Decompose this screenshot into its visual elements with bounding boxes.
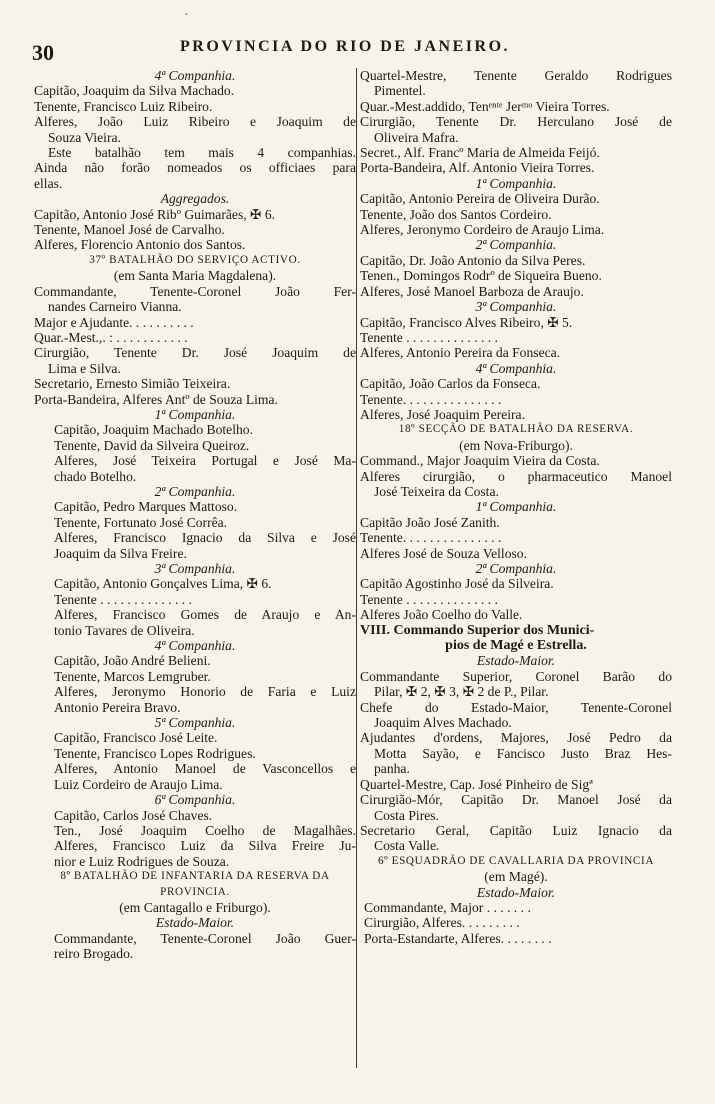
text-line: Tenente, João dos Santos Cordeiro. — [360, 206, 552, 222]
page-number: 30 — [32, 40, 54, 65]
text-line: Capitão, Francisco José Leite. — [54, 730, 218, 746]
text-line: Cirurgião, Alferes. . . . . . . . . — [364, 915, 520, 931]
text-line: Tenente . . . . . . . . . . . . . . — [360, 591, 498, 607]
text-line: Capitão, Antonio José Ribº Guimarães, ✠ 6. — [34, 206, 276, 222]
text-line: Tenente . . . . . . . . . . . . . . — [360, 329, 498, 345]
text-line: reiro Brogado. — [54, 946, 134, 962]
text-line: Capitão, Joaquim Machado Botelho. — [54, 422, 253, 438]
text-line: Luiz Cordeiro de Araujo Lima. — [54, 776, 223, 792]
text-line: 3ª Companhia. — [154, 561, 236, 576]
text-line: Alferes, Francisco Ignacio da Silva e José — [54, 530, 356, 546]
text-line: Secretario Geral, Capitão Luiz Ignacio da — [360, 822, 672, 838]
text-line: Capitão, João André Belieni. — [54, 653, 211, 669]
text-line: (em Cantagallo e Friburgo). — [119, 899, 271, 915]
text-line: Secret., Alf. Francº Maria de Almeida Feijó. — [360, 145, 600, 161]
text-line: Alferes, José Manoel Barboza de Araujo. — [360, 283, 584, 299]
text-line: Joaquim da Silva Freire. — [54, 545, 187, 561]
text-line: tonio Tavares de Oliveira. — [54, 622, 195, 638]
text-line: 4ª Companhia. — [154, 638, 236, 654]
text-line: 6º ESQUADRÃO DE CAVALLARIA DA PROVINCIA — [377, 854, 654, 867]
text-line: Estado-Maior. — [476, 653, 556, 669]
text-line: (em Santa Maria Magdalena). — [113, 268, 277, 284]
text-line: Secretario, Ernesto Simião Teixeira. — [34, 376, 231, 392]
text-line: Cirurgião-Mór, Capitão Dr. Manoel José da — [360, 792, 672, 808]
text-line: Quar.-Mest.addido, Tenᵉⁿᵗᵉ Jerᵐᵒ Vieira Torres. — [360, 98, 610, 114]
text-line: Tenente. . . . . . . . . . . . . . . — [360, 391, 502, 407]
text-line: Tenente, David da Silveira Queiroz. — [54, 437, 250, 453]
text-line: Tenente, Fortunato José Corrêa. — [54, 514, 228, 530]
text-line: Alferes, Jeronymo Honorio de Faria e Luiz — [54, 684, 356, 700]
text-line: 37º BATALHÃO DO SERVIÇO ACTIVO. — [89, 253, 301, 266]
text-line: Estado-Maior. — [155, 915, 235, 931]
right-column — [360, 68, 672, 946]
column-divider — [356, 68, 357, 1068]
text-line: Alferes, João Luiz Ribeiro e Joaquim de — [34, 114, 356, 130]
text-line: (em Nova-Friburgo). — [459, 437, 573, 453]
text-line: Capitão, Dr. João Antonio da Silva Peres. — [360, 252, 586, 268]
text-line: Tenente. . . . . . . . . . . . . . . — [360, 530, 502, 546]
text-line: 3ª Companhia. — [475, 299, 557, 315]
text-line: Quartel-Mestre, Cap. José Pinheiro de Sigª — [360, 776, 593, 792]
text-line: Capitão, Pedro Marques Mattoso. — [54, 499, 238, 515]
text-line: Cirurgião, Tenente Dr. José Joaquim de — [34, 345, 356, 361]
text-line: pios de Magé e Estrella. — [445, 638, 587, 654]
text-line: Tenente, Francisco Luiz Ribeiro. — [34, 98, 213, 114]
text-line: Alferes, Francisco Luiz da Silva Freire Ju- — [54, 838, 356, 854]
text-line: Tenen., Domingos Rodrº de Siqueira Bueno. — [360, 268, 602, 284]
text-line: Major e Ajudante. . . . . . . . . . — [34, 314, 194, 330]
text-line: Pimentel. — [374, 83, 426, 99]
text-line: 2ª Companhia. — [475, 237, 557, 253]
text-line: Porta-Bandeira, Alf. Antonio Vieira Torres. — [360, 160, 595, 176]
text-line: 8º BATALHÃO DE INFANTARIA DA RESERVA DA — [60, 870, 330, 883]
text-line: Pilar, ✠ 2, ✠ 3, ✠ 2 de P., Pilar. — [374, 684, 549, 700]
text-line: Alferes José de Souza Velloso. — [360, 545, 527, 561]
text-line: Alferes, Florencio Antonio dos Santos. — [34, 237, 246, 253]
text-line: Porta-Bandeira, Alferes Antº de Souza Lima. — [34, 391, 278, 407]
text-line: Motta Sayão, e Fancisco Justo Braz Hes- — [374, 745, 672, 761]
text-line: Alferes, Jeronymo Cordeiro de Araujo Lima. — [360, 222, 605, 238]
text-line: Chefe do Estado-Maior, Tenente-Coronel — [360, 699, 672, 715]
text-line: (em Magé). — [484, 869, 548, 885]
margin-mark: · — [184, 8, 189, 23]
text-line: Alferes cirurgião, o pharmaceutico Manoel — [360, 468, 672, 484]
text-line: Tenente . . . . . . . . . . . . . . — [54, 591, 192, 607]
text-line: PROVINCIA. — [160, 885, 230, 898]
text-line: Capitão, Antonio Pereira de Oliveira Durão. — [360, 191, 600, 207]
text-line: Porta-Estandarte, Alferes. . . . . . . . — [364, 930, 552, 946]
left-column — [34, 68, 356, 962]
text-line: Alferes, José Teixeira Portugal e José Ma- — [54, 453, 356, 469]
text-line: VIII. Commando Superior dos Munici- — [360, 622, 595, 638]
text-line: Capitão, Carlos José Chaves. — [54, 807, 213, 823]
text-line: Ten., José Joaquim Coelho de Magalhães. — [54, 822, 356, 838]
text-line: Commandante, Major . . . . . . . — [364, 899, 531, 915]
text-line: Antonio Pereira Bravo. — [54, 699, 181, 715]
text-line: Estado-Maior. — [476, 884, 556, 900]
text-line: Capitão, João Carlos da Fonseca. — [360, 376, 541, 392]
text-line: Costa Valle. — [374, 838, 440, 854]
text-line: Cirurgião, Tenente Dr. Herculano José de — [360, 114, 672, 130]
text-line: Capitão, Antonio Gonçalves Lima, ✠ 6. — [54, 576, 272, 592]
text-line: Aggregados. — [160, 191, 230, 207]
text-line: Lima e Silva. — [48, 360, 121, 376]
text-line: Capitão João José Zanith. — [360, 514, 500, 530]
text-line: Tenente, Francisco Lopes Rodrigues. — [54, 745, 256, 761]
text-line: 1ª Companhia. — [475, 175, 557, 191]
text-line: Costa Pires. — [374, 807, 439, 823]
text-line: Alferes, José Joaquim Pereira. — [360, 406, 525, 422]
text-line: nandes Carneiro Vianna. — [48, 299, 182, 315]
text-line: Commandante, Tenente-Coronel João Guer- — [54, 930, 356, 946]
text-line: Joaquim Alves Machado. — [374, 715, 512, 731]
text-line: Alferes, Francisco Gomes de Araujo e An- — [54, 607, 356, 623]
text-line: Ajudantes d'ordens, Majores, José Pedro da — [360, 730, 672, 746]
text-line: José Teixeira da Costa. — [374, 483, 499, 499]
text-line: 1ª Companhia. — [475, 499, 557, 515]
text-line: Quar.-Mest.,. : . . . . . . . . . . . — [34, 329, 188, 345]
text-line: 2ª Companhia. — [154, 483, 236, 499]
text-line: Tenente, Marcos Lemgruber. — [54, 668, 211, 684]
text-line: Ainda não forão nomeados os officiaes para — [34, 160, 356, 176]
text-line: Commandante Superior, Coronel Barão do — [360, 668, 672, 684]
text-line: panha. — [374, 761, 410, 777]
text-line: Capitão Agostinho José da Silveira. — [360, 576, 554, 592]
text-line: 18º SECÇÃO DE BATALHÃO DA RESERVA. — [398, 423, 634, 436]
text-line: Oliveira Mafra. — [374, 129, 459, 145]
text-line: Alferes, Antonio Manoel de Vasconcellos e — [54, 761, 356, 777]
text-line: ellas. — [34, 175, 63, 191]
text-line: 4ª Companhia. — [154, 68, 236, 83]
text-line: Este batalhão tem mais 4 companhias. — [48, 145, 356, 161]
text-line: Capitão, Francisco Alves Ribeiro, ✠ 5. — [360, 314, 573, 330]
text-line: 2ª Companhia. — [475, 561, 557, 576]
text-line: Capitão, Joaquim da Silva Machado. — [34, 83, 235, 99]
text-line: 5ª Companhia. — [154, 715, 236, 731]
text-line: nior e Luiz Rodrigues de Souza. — [54, 853, 230, 869]
text-line: Alferes, Antonio Pereira da Fonseca. — [360, 345, 561, 361]
text-line: chado Botelho. — [54, 468, 137, 484]
text-line: Alferes João Coelho do Valle. — [360, 607, 523, 623]
text-line: 4ª Companhia. — [475, 360, 557, 376]
text-line: Souza Vieira. — [48, 129, 121, 145]
text-line: 1ª Companhia. — [154, 406, 236, 422]
text-line: Command., Major Joaquim Vieira da Costa. — [360, 453, 600, 469]
text-line: Tenente, Manoel José de Carvalho. — [34, 222, 225, 238]
text-line: Commandante, Tenente-Coronel João Fer- — [34, 283, 356, 299]
running-title: PROVINCIA DO RIO DE JANEIRO. — [179, 38, 511, 55]
text-line: 6ª Companhia. — [154, 792, 236, 808]
text-line: Quartel-Mestre, Tenente Geraldo Rodrigues — [360, 68, 672, 83]
